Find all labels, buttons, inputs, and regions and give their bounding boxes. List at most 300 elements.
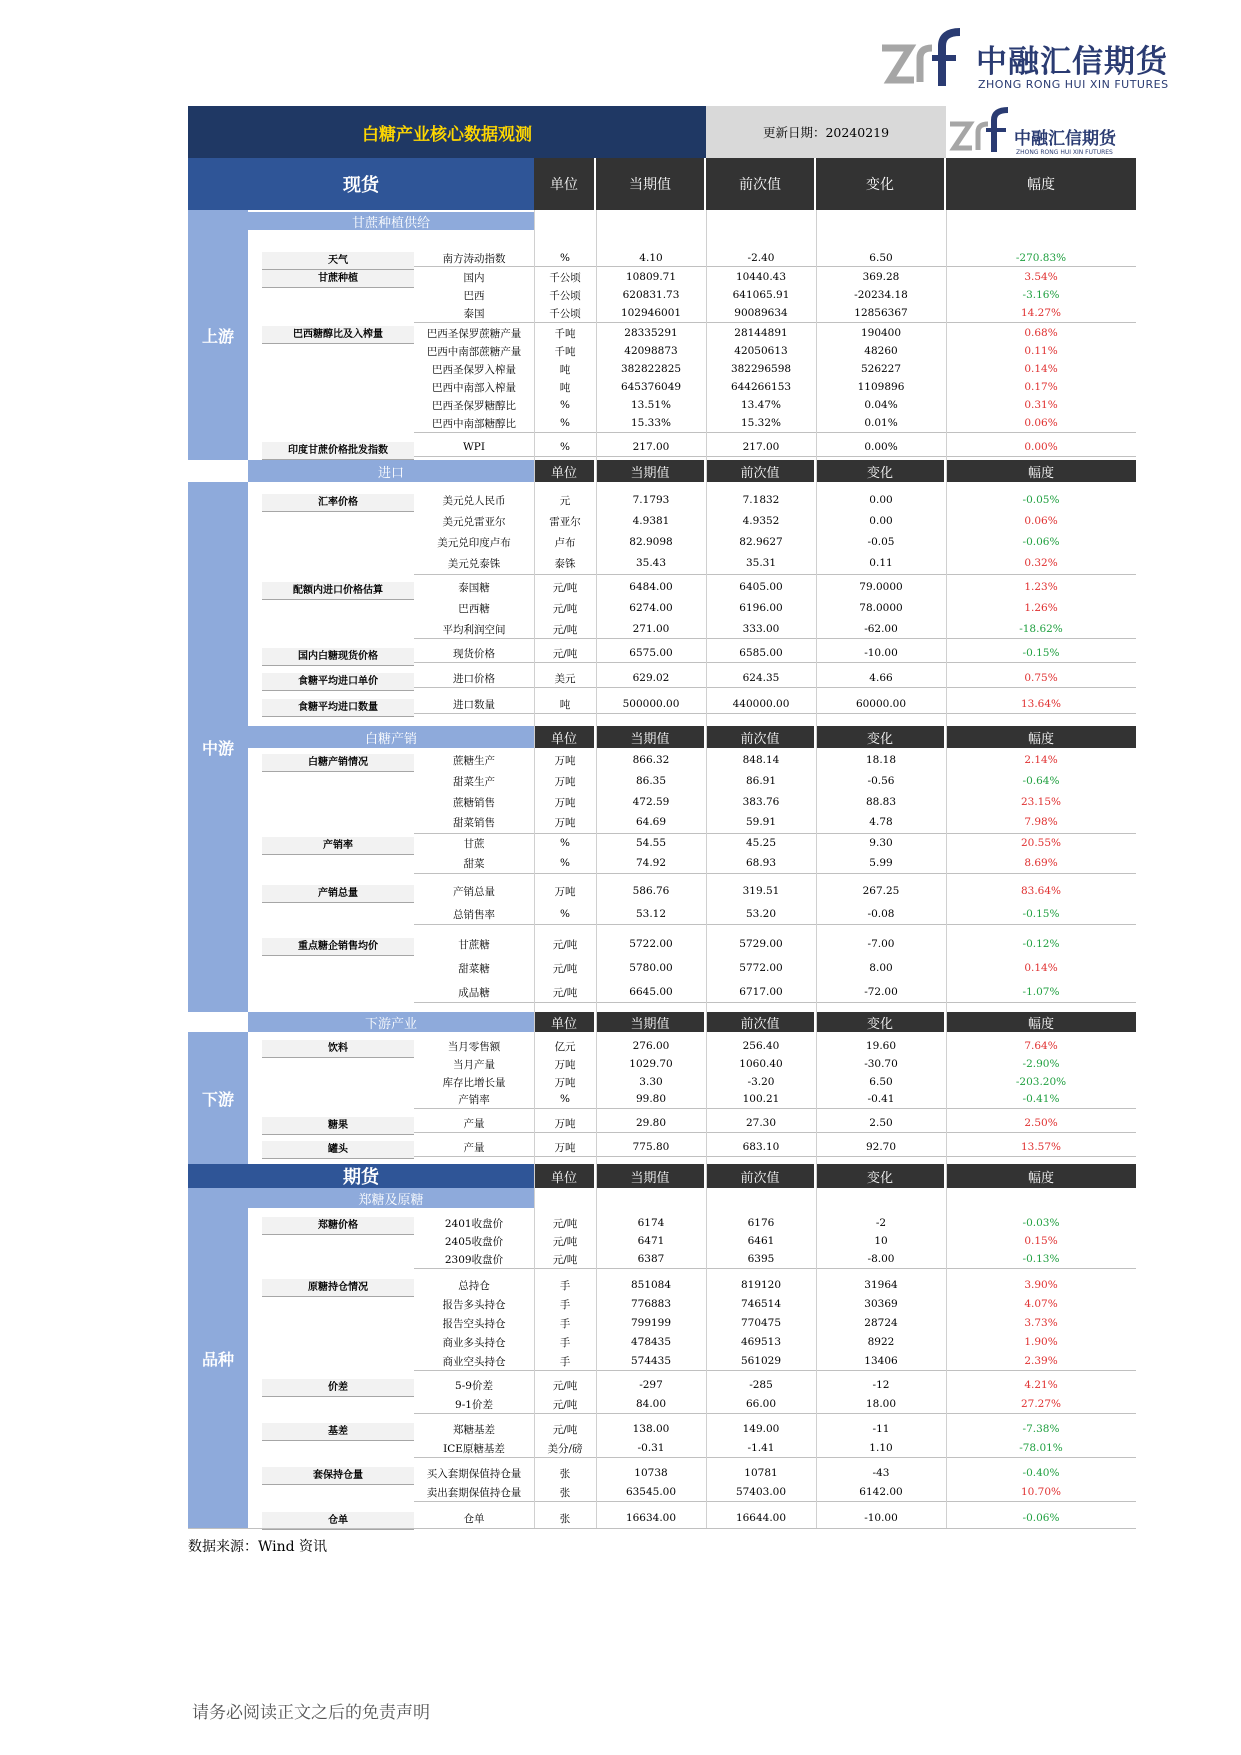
table-cell-unit: 千吨 (554, 345, 576, 358)
table-cell-unit: 美分/磅 (547, 1442, 583, 1455)
table-cell-item: 仓单 (463, 1512, 485, 1525)
table-cell-unit: % (560, 857, 570, 869)
table-cell-pct: 0.15% (1024, 1235, 1058, 1247)
table-cell-cur: 574435 (630, 1355, 672, 1367)
row-divider (414, 1457, 1136, 1458)
column-header-unit: 单位 (534, 1164, 594, 1188)
table-cell-chg: 28724 (864, 1317, 898, 1329)
table-cell-cur: 478435 (630, 1336, 672, 1348)
table-cell-prev: -2.40 (747, 252, 775, 264)
table-cell-item: 总持仓 (458, 1279, 490, 1292)
table-cell-unit: 万吨 (554, 1076, 576, 1089)
table-cell-pct: 1.90% (1024, 1336, 1058, 1348)
table-cell-pct: -18.62% (1019, 623, 1063, 635)
row-divider (414, 1413, 1136, 1414)
table-cell-item: 商业空头持仓 (442, 1355, 506, 1368)
table-cell-pct: 0.31% (1024, 399, 1058, 411)
table-cell-pct: -203.20% (1015, 1076, 1067, 1088)
table-cell-prev: 53.20 (745, 908, 777, 920)
table-cell-prev: 561029 (740, 1355, 782, 1367)
table-cell-prev: 59.91 (745, 816, 777, 828)
table-cell-item: 郑糖基差 (453, 1423, 495, 1436)
table-cell-item: 现货价格 (453, 647, 495, 660)
table-cell-prev: 6405.00 (739, 581, 783, 593)
table-cell-prev: 90089634 (734, 307, 788, 319)
header-logo (946, 106, 1136, 158)
table-cell-chg: 6.50 (869, 252, 893, 264)
table-cell-pct: 83.64% (1020, 885, 1062, 897)
table-cell-prev: 27.30 (745, 1117, 777, 1129)
table-cell-unit: 元/吨 (552, 938, 578, 951)
table-cell-chg: 5.99 (869, 857, 893, 869)
table-cell-item: 国内 (463, 271, 485, 284)
table-cell-cur: 276.00 (632, 1040, 670, 1052)
table-cell-pct: 3.90% (1024, 1279, 1058, 1291)
zrf-small-logo-icon (946, 106, 1136, 158)
table-bottom-border (188, 1528, 1136, 1529)
table-cell-unit: % (560, 417, 570, 429)
group-label: 罐头 (262, 1141, 414, 1159)
table-cell-item: 甜菜生产 (453, 775, 495, 788)
table-cell-prev: 333.00 (742, 623, 780, 635)
table-cell-unit: 万吨 (554, 816, 576, 829)
band-downstream: 下游 (188, 1032, 248, 1164)
table-cell-pct: 4.07% (1024, 1298, 1058, 1310)
table-cell-item: 进口数量 (453, 698, 495, 711)
table-cell-chg: 12856367 (854, 307, 908, 319)
table-cell-item: 巴西中南部入榨量 (432, 381, 516, 394)
company-logo (880, 28, 1170, 92)
table-cell-prev: 644266153 (730, 381, 792, 393)
table-cell-prev: 35.31 (745, 557, 777, 569)
table-cell-unit: % (560, 399, 570, 411)
table-cell-pct: -0.15% (1022, 647, 1060, 659)
table-cell-chg: 8922 (867, 1336, 895, 1348)
column-header-pct: 幅度 (946, 1012, 1136, 1032)
table-cell-prev: 770475 (740, 1317, 782, 1329)
table-cell-chg: 0.04% (864, 399, 898, 411)
disclaimer: 请务必阅读正文之后的免责声明 (192, 1703, 430, 1723)
table-cell-unit: 吨 (559, 363, 571, 376)
table-cell-pct: 0.00% (1024, 441, 1058, 453)
table-cell-unit: 千公顷 (549, 289, 581, 302)
table-cell-chg: 0.01% (864, 417, 898, 429)
table-cell-prev: 7.1832 (742, 494, 780, 506)
table-cell-prev: 469513 (740, 1336, 782, 1348)
table-cell-prev: 256.40 (742, 1040, 780, 1052)
table-cell-item: 蔗糖销售 (453, 796, 495, 809)
column-divider (596, 210, 597, 1528)
table-cell-item: 泰国 (463, 307, 485, 320)
table-cell-cur: 645376049 (620, 381, 682, 393)
table-cell-item: 巴西糖 (458, 602, 490, 615)
table-cell-chg: -20234.18 (854, 289, 908, 301)
table-cell-pct: 2.50% (1024, 1117, 1058, 1129)
table-cell-prev: 82.9627 (739, 536, 783, 548)
row-divider (414, 713, 1136, 714)
column-header-cur: 当期值 (596, 460, 704, 482)
table-cell-cur: 84.00 (635, 1398, 667, 1410)
table-cell-item: 买入套期保值持仓量 (426, 1467, 522, 1480)
table-cell-chg: 18.18 (865, 754, 897, 766)
table-cell-chg: -62.00 (864, 623, 898, 635)
table-cell-unit: 手 (559, 1279, 571, 1292)
table-cell-chg: 13406 (864, 1355, 898, 1367)
page-title: 白糖产业核心数据观测 (188, 106, 706, 158)
column-header-prev: 前次值 (706, 158, 814, 210)
table-cell-unit: 元 (559, 494, 571, 507)
table-cell-prev: 683.10 (742, 1141, 780, 1153)
column-header-prev: 前次值 (706, 726, 814, 748)
table-cell-prev: 100.21 (742, 1093, 780, 1105)
column-header-prev: 前次值 (706, 1164, 814, 1188)
table-cell-prev: 149.00 (742, 1423, 780, 1435)
table-cell-item: 2405收盘价 (444, 1235, 504, 1248)
table-cell-prev: 66.00 (745, 1398, 777, 1410)
table-cell-pct: 7.98% (1024, 816, 1058, 828)
table-cell-prev: 42050613 (734, 345, 788, 357)
row-divider (414, 873, 1136, 874)
table-cell-item: 当月零售额 (447, 1040, 501, 1053)
table-cell-pct: 0.11% (1024, 345, 1058, 357)
table-cell-item: 产销总量 (453, 885, 495, 898)
table-cell-item: 成品糖 (458, 986, 490, 999)
group-label: 产销总量 (262, 885, 414, 903)
table-cell-item: 报告多头持仓 (442, 1298, 506, 1311)
row-divider (414, 322, 1136, 323)
table-cell-prev: 819120 (740, 1279, 782, 1291)
table-cell-unit: 元/吨 (552, 602, 578, 615)
table-cell-item: 巴西圣保罗糖醇比 (432, 399, 516, 412)
table-cell-pct: -0.12% (1022, 938, 1060, 950)
table-cell-prev: 217.00 (742, 441, 780, 453)
table-cell-prev: 68.93 (745, 857, 777, 869)
table-cell-cur: 620831.73 (622, 289, 680, 301)
table-cell-cur: 217.00 (632, 441, 670, 453)
table-cell-cur: 6174 (637, 1217, 665, 1229)
table-cell-unit: 千吨 (554, 327, 576, 340)
row-divider (414, 687, 1136, 688)
table-cell-cur: 271.00 (632, 623, 670, 635)
table-cell-cur: 382822825 (620, 363, 682, 375)
zrf-logo-icon (880, 28, 970, 92)
table-cell-prev: 624.35 (742, 672, 780, 684)
table-cell-pct: -7.38% (1022, 1423, 1060, 1435)
table-cell-item: 2309收盘价 (444, 1253, 504, 1266)
table-cell-pct: 0.32% (1024, 557, 1058, 569)
table-cell-cur: 472.59 (632, 796, 670, 808)
table-cell-item: WPI (462, 441, 485, 453)
column-header-chg: 变化 (816, 460, 944, 482)
table-cell-cur: 851084 (630, 1279, 672, 1291)
table-cell-unit: 吨 (559, 381, 571, 394)
group-label: 饮料 (262, 1040, 414, 1058)
table-cell-pct: 23.15% (1020, 796, 1062, 808)
table-cell-cur: 6274.00 (629, 602, 673, 614)
table-cell-chg: -10.00 (864, 1512, 898, 1524)
column-header-pct: 幅度 (946, 460, 1136, 482)
table-cell-chg: 1.10 (869, 1442, 893, 1454)
group-label: 仓单 (262, 1512, 414, 1530)
table-cell-cur: 4.9381 (632, 515, 670, 527)
row-divider (414, 1370, 1136, 1371)
table-cell-cur: 10738 (634, 1467, 668, 1479)
table-cell-chg: 8.00 (869, 962, 893, 974)
table-cell-pct: 1.23% (1024, 581, 1058, 593)
table-cell-pct: 0.06% (1024, 515, 1058, 527)
table-cell-chg: -72.00 (864, 986, 898, 998)
band-variety: 品种 (188, 1188, 248, 1528)
table-cell-pct: 7.64% (1024, 1040, 1058, 1052)
table-cell-chg: 9.30 (869, 837, 893, 849)
table-cell-unit: % (560, 908, 570, 920)
subsection-cane: 甘蔗种植供给 (248, 212, 534, 230)
column-header-unit: 单位 (534, 460, 594, 482)
table-cell-cur: 6387 (637, 1253, 665, 1265)
table-cell-chg: 369.28 (862, 271, 900, 283)
table-cell-unit: 卢布 (554, 536, 576, 549)
table-cell-pct: 2.14% (1024, 754, 1058, 766)
row-divider (414, 266, 1136, 267)
table-cell-unit: 手 (559, 1317, 571, 1330)
table-cell-item: 巴西中南部糖醇比 (432, 417, 516, 430)
table-cell-prev: 86.91 (745, 775, 777, 787)
table-cell-unit: 元/吨 (552, 1398, 578, 1411)
table-cell-pct: 1.26% (1024, 602, 1058, 614)
table-cell-cur: 5722.00 (629, 938, 673, 950)
table-cell-cur: 138.00 (632, 1423, 670, 1435)
table-cell-pct: -0.15% (1022, 908, 1060, 920)
table-cell-prev: -3.20 (747, 1076, 775, 1088)
table-cell-unit: 手 (559, 1355, 571, 1368)
table-cell-item: 巴西中南部蔗糖产量 (426, 345, 522, 358)
table-cell-cur: 776883 (630, 1298, 672, 1310)
table-cell-prev: 5729.00 (739, 938, 783, 950)
table-cell-pct: -2.90% (1022, 1058, 1060, 1070)
column-header-pct: 幅度 (946, 1164, 1136, 1188)
table-cell-pct: 8.69% (1024, 857, 1058, 869)
table-cell-cur: -297 (639, 1379, 663, 1391)
group-label: 白糖产销情况 (262, 754, 414, 772)
column-header-unit: 单位 (534, 158, 594, 210)
brand-name: 中融汇信期货 (976, 44, 1168, 80)
table-cell-item: 卖出套期保值持仓量 (426, 1486, 522, 1499)
table-cell-cur: 42098873 (624, 345, 678, 357)
table-cell-chg: 0.00% (864, 441, 898, 453)
table-cell-unit: 万吨 (554, 775, 576, 788)
table-cell-chg: -0.08 (867, 908, 895, 920)
table-cell-unit: 元/吨 (552, 1253, 578, 1266)
table-cell-prev: 57403.00 (735, 1486, 787, 1498)
column-header-cur: 当期值 (596, 158, 704, 210)
table-cell-item: 产销率 (458, 1093, 490, 1106)
table-cell-pct: 0.75% (1024, 672, 1058, 684)
table-cell-prev: 10440.43 (735, 271, 787, 283)
table-cell-prev: 746514 (740, 1298, 782, 1310)
svg-text:中融汇信期货: 中融汇信期货 (1014, 129, 1116, 149)
table-cell-item: 泰国糖 (458, 581, 490, 594)
table-cell-chg: 6.50 (869, 1076, 893, 1088)
row-divider (414, 456, 1136, 457)
group-label: 食糖平均进口单价 (262, 673, 414, 691)
table-cell-unit: 元/吨 (552, 1217, 578, 1230)
table-cell-cur: 16634.00 (625, 1512, 677, 1524)
table-cell-unit: % (560, 1093, 570, 1105)
table-cell-unit: 手 (559, 1298, 571, 1311)
group-label: 食糖平均进口数量 (262, 699, 414, 717)
group-label: 甘蔗种植 (262, 270, 414, 288)
column-header-prev: 前次值 (706, 460, 814, 482)
table-cell-item: 美元兑印度卢布 (437, 536, 511, 549)
update-date: 更新日期：20240219 (706, 106, 946, 158)
table-cell-chg: 19.60 (865, 1040, 897, 1052)
table-cell-cur: 99.80 (635, 1093, 667, 1105)
table-cell-pct: 13.57% (1020, 1141, 1062, 1153)
table-cell-chg: -0.41 (867, 1093, 895, 1105)
table-cell-unit: 元/吨 (552, 581, 578, 594)
data-source: 数据来源：Wind 资讯 (188, 1539, 328, 1555)
row-divider (414, 1268, 1136, 1269)
table-cell-pct: -0.41% (1022, 1093, 1060, 1105)
table-cell-prev: 440000.00 (732, 698, 790, 710)
table-cell-item: 进口价格 (453, 672, 495, 685)
row-divider (414, 1108, 1136, 1109)
table-cell-unit: 张 (559, 1512, 571, 1525)
table-cell-prev: 641065.91 (732, 289, 790, 301)
table-cell-cur: 586.76 (632, 885, 670, 897)
table-cell-chg: 526227 (860, 363, 902, 375)
table-cell-prev: 45.25 (745, 837, 777, 849)
table-cell-pct: -0.06% (1022, 1512, 1060, 1524)
table-cell-item: 平均利润空间 (442, 623, 506, 636)
group-label: 糖果 (262, 1117, 414, 1135)
row-divider (414, 662, 1136, 663)
group-label: 天气 (262, 252, 414, 270)
table-cell-chg: 88.83 (865, 796, 897, 808)
table-cell-prev: 848.14 (742, 754, 780, 766)
table-cell-item: 美元兑泰铢 (447, 557, 501, 570)
table-cell-item: 蔗糖生产 (453, 754, 495, 767)
group-label: 套保持仓量 (262, 1467, 414, 1485)
table-cell-item: 5-9价差 (455, 1379, 493, 1392)
group-label: 印度甘蔗价格批发指数 (262, 442, 414, 460)
table-cell-chg: -8.00 (867, 1253, 895, 1265)
band-upstream: 上游 (188, 210, 248, 460)
table-cell-unit: 张 (559, 1467, 571, 1480)
table-cell-pct: 20.55% (1020, 837, 1062, 849)
table-cell-prev: 5772.00 (739, 962, 783, 974)
table-cell-chg: -0.56 (867, 775, 895, 787)
column-header-chg: 变化 (816, 158, 944, 210)
column-header-unit: 单位 (534, 1012, 594, 1032)
table-cell-item: 库存比增长量 (442, 1076, 506, 1089)
table-cell-pct: 0.06% (1024, 417, 1058, 429)
table-cell-chg: -2 (875, 1217, 887, 1229)
row-divider (414, 1156, 1136, 1157)
futures-section-title: 期货 (188, 1164, 534, 1188)
table-cell-chg: -11 (872, 1423, 890, 1435)
table-cell-pct: -0.03% (1022, 1217, 1060, 1229)
table-cell-pct: 27.27% (1020, 1398, 1062, 1410)
row-divider (414, 432, 1136, 433)
table-cell-pct: -0.05% (1022, 494, 1060, 506)
table-cell-item: 南方涛动指数 (442, 252, 506, 265)
table-cell-cur: 1029.70 (629, 1058, 673, 1070)
table-cell-cur: 4.10 (639, 252, 663, 264)
table-cell-unit: 万吨 (554, 885, 576, 898)
row-divider (414, 1132, 1136, 1133)
table-cell-chg: 30369 (864, 1298, 898, 1310)
brand-english: ZHONG RONG HUI XIN FUTURES (978, 78, 1169, 91)
group-label: 产销率 (262, 837, 414, 855)
column-divider (534, 210, 535, 1528)
table-cell-chg: 1109896 (857, 381, 905, 393)
table-cell-item: 产量 (463, 1117, 485, 1130)
table-cell-item: 美元兑人民币 (442, 494, 506, 507)
subsection-downstream: 下游产业 (248, 1012, 534, 1032)
group-label: 汇率价格 (262, 494, 414, 512)
table-cell-item: 商业多头持仓 (442, 1336, 506, 1349)
table-cell-chg: 4.66 (869, 672, 893, 684)
column-divider (816, 210, 817, 1528)
column-header-cur: 当期值 (596, 726, 704, 748)
table-cell-chg: 4.78 (869, 816, 893, 828)
sugar-data-table (188, 106, 1136, 1528)
group-label: 巴西糖醇比及入榨量 (262, 326, 414, 344)
table-cell-item: 报告空头持仓 (442, 1317, 506, 1330)
group-label: 基差 (262, 1423, 414, 1441)
table-cell-chg: -7.00 (867, 938, 895, 950)
column-header-pct: 幅度 (946, 726, 1136, 748)
row-divider (414, 574, 1136, 575)
table-cell-chg: 78.0000 (859, 602, 903, 614)
table-cell-unit: 千公顷 (549, 307, 581, 320)
column-header-unit: 单位 (534, 726, 594, 748)
table-cell-pct: 3.73% (1024, 1317, 1058, 1329)
column-divider (946, 210, 947, 1528)
group-label: 配额内进口价格估算 (262, 582, 414, 600)
column-header-cur: 当期值 (596, 1012, 704, 1032)
table-cell-item: 甘蔗 (463, 837, 485, 850)
table-cell-pct: 13.64% (1020, 698, 1062, 710)
column-header-chg: 变化 (816, 726, 944, 748)
table-cell-unit: 雷亚尔 (549, 515, 581, 528)
column-header-pct: 幅度 (946, 158, 1136, 210)
table-cell-chg: 18.00 (865, 1398, 897, 1410)
table-cell-chg: 48260 (864, 345, 898, 357)
table-cell-prev: 382296598 (730, 363, 792, 375)
table-cell-unit: 泰铢 (554, 557, 576, 570)
table-cell-unit: 元/吨 (552, 1423, 578, 1436)
table-cell-chg: 6142.00 (859, 1486, 903, 1498)
table-cell-item: 2401收盘价 (444, 1217, 504, 1230)
group-label: 郑糖价格 (262, 1217, 414, 1235)
table-cell-pct: -0.40% (1022, 1467, 1060, 1479)
table-cell-item: 巴西圣保罗蔗糖产量 (426, 327, 522, 340)
table-cell-prev: 6717.00 (739, 986, 783, 998)
table-cell-pct: 0.14% (1024, 363, 1058, 375)
table-cell-cur: 500000.00 (622, 698, 680, 710)
table-cell-unit: 元/吨 (552, 1235, 578, 1248)
column-header-prev: 前次值 (706, 1012, 814, 1032)
table-cell-prev: -1.41 (747, 1442, 775, 1454)
table-cell-chg: 60000.00 (855, 698, 907, 710)
table-cell-chg: 31964 (864, 1279, 898, 1291)
group-label: 国内白糖现货价格 (262, 648, 414, 666)
table-cell-pct: -0.06% (1022, 536, 1060, 548)
table-cell-unit: 元/吨 (552, 986, 578, 999)
table-cell-pct: 3.54% (1024, 271, 1058, 283)
